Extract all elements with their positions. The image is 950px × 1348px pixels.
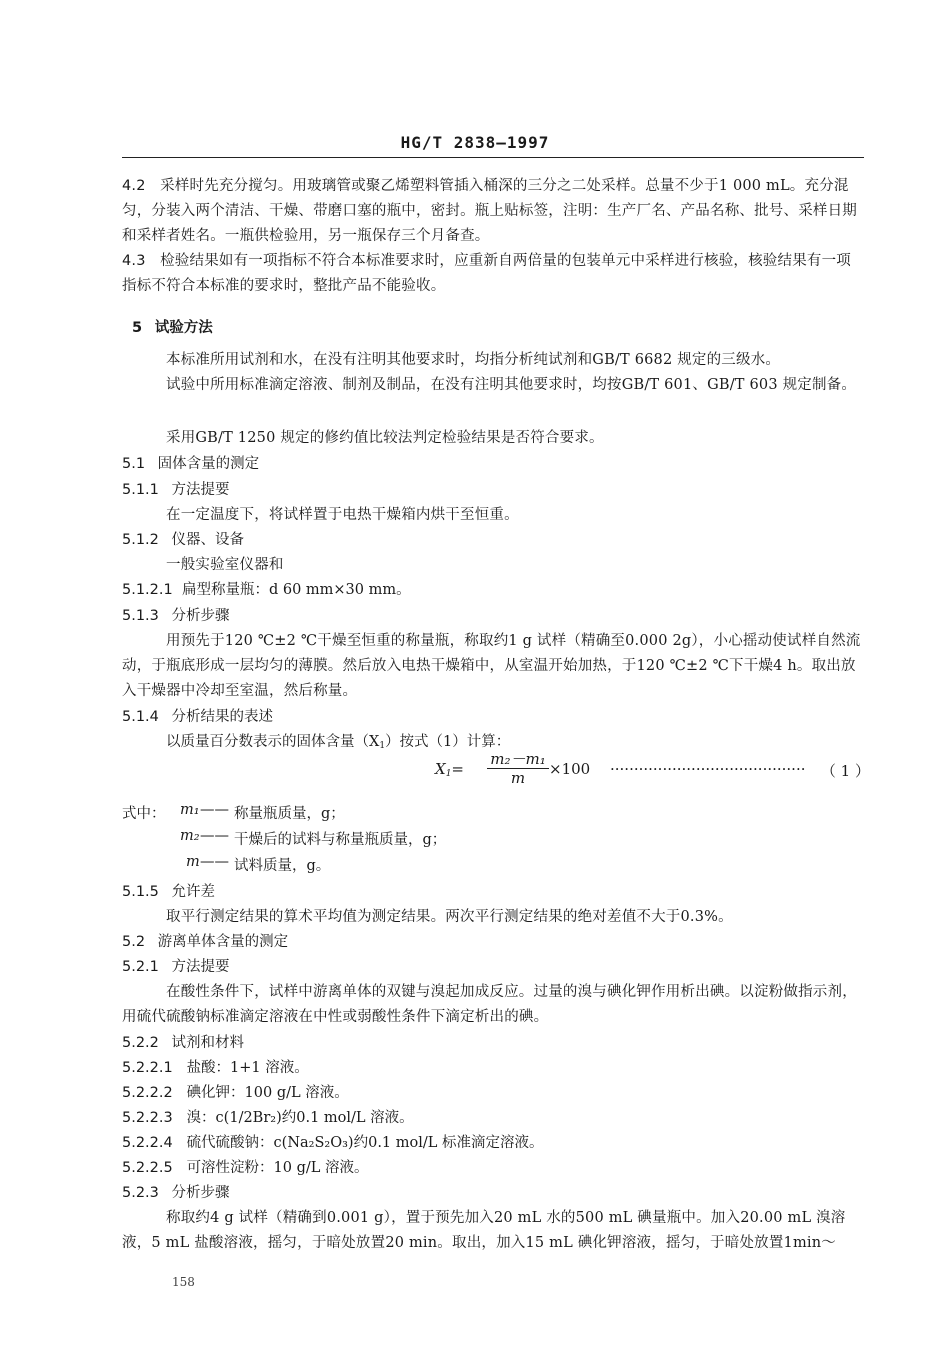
formula-fraction — [487, 750, 549, 787]
clause-number: 5.1.3 — [122, 608, 159, 624]
reagent-item — [122, 1131, 544, 1152]
page-header: HG/T 2838—1997 — [400, 133, 550, 152]
dash: —— — [200, 802, 229, 818]
clause-title: 仪器、设备 — [171, 532, 245, 548]
clause-number: 5.2 — [122, 934, 146, 950]
section-title: 试验方法 — [154, 320, 213, 336]
symbol: m — [186, 854, 200, 870]
paragraph-5-1-3: 用预先于120 ℃±2 ℃干燥至恒重的称量瓶，称取约1 g 试样（精确至0.000 2g），小心摇动使试样自然流动，于瓶底形成一层均匀的薄膜。然后放入电热干燥箱中，从室温开始加热，于120 ℃±2 ℃下干燥4 h。取出放入干燥器中冷却至室温，然后称量。 — [122, 633, 861, 699]
clause-4-3 — [122, 249, 864, 299]
clause-number: 5.2.2.1 — [122, 1060, 173, 1076]
header-rule — [122, 157, 864, 158]
clause-number: 5.2.2.4 — [122, 1135, 173, 1151]
clause-text: 硫代硫酸钠：c(Na₂S₂O₃)约0.1 mol/L 标准滴定溶液。 — [186, 1135, 544, 1151]
heading-5-1-5 — [122, 880, 215, 901]
intro-paragraph-2: 试验中所用标准滴定溶液、制剂及制品，在没有注明其他要求时，均按GB/T 601、GB/T 603 规定制备。 — [166, 377, 857, 393]
clause-title: 固体含量的测定 — [157, 456, 260, 472]
definition: 试料质量，g。 — [234, 858, 331, 874]
page-number: 158 — [172, 1275, 195, 1289]
equation-number: （ 1 ） — [820, 762, 870, 780]
reagent-item — [122, 1106, 414, 1127]
clause-title: 游离单体含量的测定 — [157, 934, 289, 950]
text: 以质量百分数表示的固体含量（X — [166, 734, 380, 750]
text: ）按式（1）计算： — [385, 734, 511, 750]
dash: —— — [200, 828, 229, 844]
clause-title: 分析步骤 — [171, 1185, 230, 1201]
heading-5-2-1 — [122, 955, 230, 976]
heading-5-1-4 — [122, 705, 273, 726]
clause-number: 5.1.5 — [122, 884, 159, 900]
paragraph-5-1-4 — [166, 730, 510, 751]
heading-5-1-1 — [122, 478, 230, 499]
clause-number: 5.2.2 — [122, 1035, 159, 1051]
clause-number: 5.2.3 — [122, 1185, 159, 1201]
clause-number: 5.1 — [122, 456, 146, 472]
clause-number: 5.2.2.3 — [122, 1110, 173, 1126]
heading-5-1 — [122, 452, 259, 473]
intro-paragraph-3: 采用GB/T 1250 规定的修约值比较法判定检验结果是否符合要求。 — [166, 430, 604, 446]
clause-title: 分析步骤 — [171, 608, 230, 624]
heading-5-2 — [122, 930, 288, 951]
definition: 称量瓶质量，g； — [234, 806, 345, 822]
symbol: m₂ — [180, 828, 200, 844]
section-number: 5 — [132, 320, 143, 336]
clause-title: 分析结果的表述 — [171, 709, 274, 725]
heading-5-2-3 — [122, 1181, 230, 1202]
clause-title: 试剂和材料 — [171, 1035, 245, 1051]
heading-5-1-3 — [122, 604, 230, 625]
formula-multiplier: ×100 — [549, 760, 591, 778]
clause-number: 5.1.1 — [122, 482, 159, 498]
symbol: m₁ — [180, 802, 200, 818]
section-5-heading — [132, 316, 213, 337]
clause-text: 溴：c(1/2Br₂)约0.1 mol/L 溶液。 — [186, 1110, 414, 1126]
clause-number: 5.2.2.5 — [122, 1160, 173, 1176]
formula-lhs: $X_1=$ — [435, 760, 464, 779]
heading-5-2-2 — [122, 1031, 244, 1052]
paragraph-5-1-1: 在一定温度下，将试样置于电热干燥箱内烘干至恒重。 — [166, 507, 519, 523]
clause-number: 5.2.1 — [122, 959, 159, 975]
clause-text: 碘化钾：100 g/L 溶液。 — [186, 1085, 349, 1101]
definition: 干燥后的试料与称量瓶质量，g； — [234, 832, 447, 848]
paragraph-5-1-5: 取平行测定结果的算术平均值为测定结果。两次平行测定结果的绝对差值不大于0.3%。 — [166, 909, 733, 925]
symbol-definitions — [0, 802, 950, 877]
clause-number: 4.2 — [122, 178, 146, 194]
numerator: m₂－m₁ — [487, 750, 549, 769]
clause-text: 检验结果如有一项指标不符合本标准要求时，应重新自两倍量的包装单元中采样进行核验，核验结果有一项指标不符合本标准的要求时，整批产品不能验收。 — [122, 253, 852, 294]
clause-text: 可溶性淀粉：10 g/L 溶液。 — [186, 1160, 369, 1176]
clause-text: 盐酸：1+1 溶液。 — [186, 1060, 309, 1076]
paragraph-5-2-3: 称取约4 g 试样（精确到0.001 g），置于预先加入20 mL 水的500 mL 碘量瓶中。加入20.00 mL 溴溶液，5 mL 盐酸溶液，摇匀，于暗处放置20 min。取出，加入15 mL 碘化钾溶液，摇匀，于暗处放置1min～ — [122, 1210, 846, 1251]
clause-5-1-2-1 — [122, 578, 411, 599]
reagent-item — [122, 1081, 349, 1102]
intro-paragraph-1: 本标准所用试剂和水，在没有注明其他要求时，均指分析纯试剂和GB/T 6682 规定的三级水。 — [166, 352, 781, 368]
paragraph-5-1-2: 一般实验室仪器和 — [166, 557, 284, 573]
clause-number: 5.1.4 — [122, 709, 159, 725]
subscript: 1 — [379, 741, 386, 751]
reagent-item — [122, 1156, 369, 1177]
reagent-item — [122, 1056, 309, 1077]
clause-title: 方法提要 — [171, 482, 230, 498]
clause-number: 5.2.2.2 — [122, 1085, 173, 1101]
paragraph-5-2-1: 在酸性条件下，试样中游离单体的双键与溴起加成反应。过量的溴与碘化钾作用析出碘。以淀粉做指示剂，用硫代硫酸钠标准滴定溶液在中性或弱酸性条件下滴定析出的碘。 — [122, 984, 857, 1025]
clause-text: 采样时先充分搅匀。用玻璃管或聚乙烯塑料管插入桶深的三分之二处采样。总量不少于1 000 mL。充分混匀，分装入两个清洁、干燥、带磨口塞的瓶中，密封。瓶上贴标签，注明：生产厂名、产品名称、批号、采样日期和采样者姓名。一瓶供检验用，另一瓶保存三个月备查。 — [122, 178, 857, 244]
where-label: 式中： — [122, 806, 166, 822]
clause-4-2 — [122, 174, 864, 249]
heading-5-1-2 — [122, 528, 244, 549]
formula-1 — [435, 750, 870, 790]
formula-leader-dots: ········································· — [610, 760, 806, 778]
clause-title: 方法提要 — [171, 959, 230, 975]
clause-number: 5.1.2 — [122, 532, 159, 548]
clause-number: 5.1.2.1 — [122, 582, 173, 598]
clause-text: 扁型称量瓶：d 60 mm×30 mm。 — [181, 582, 411, 598]
clause-title: 允许差 — [171, 884, 216, 900]
denominator: m — [510, 769, 526, 787]
clause-number: 4.3 — [122, 253, 146, 269]
dash: —— — [200, 854, 229, 870]
